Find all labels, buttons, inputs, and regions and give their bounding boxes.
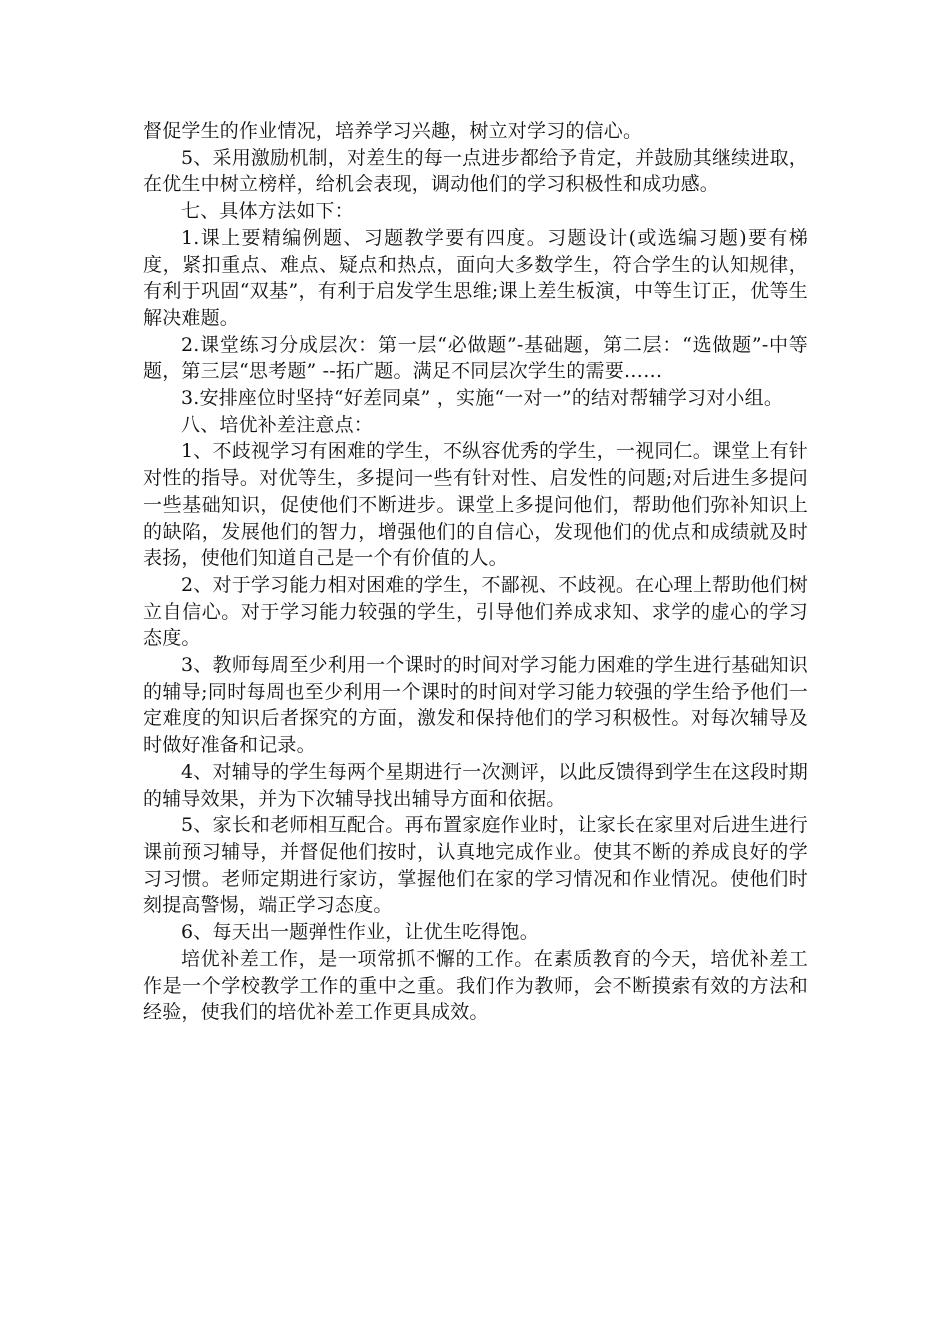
paragraph-note-1: 1、不歧视学习有困难的学生，不纵容优秀的学生，一视同仁。课堂上有针对性的指导。对优等生，多提问一些有针对性、启发性的问题;对后进生多提问一些基础知识，促使他们不断进步。课堂上多提问他们，帮助他们弥补知识上的缺陷，发展他们的智力，增强他们的自信心，发现他们的优点和成绩就及时表扬，使他们知道自己是一个有价值的人。 [143,440,808,570]
paragraph-note-6: 6、每天出一题弹性作业，让优生吃得饱。 [181,921,539,944]
paragraph-note-2: 2、对于学习能力相对困难的学生，不鄙视、不歧视。在心理上帮助他们树立自信心。对于学习能力较强的学生，引导他们养成求知、求学的虚心的学习态度。 [143,573,808,650]
document-page [143,118,808,1026]
paragraph-note-4: 4、对辅导的学生每两个星期进行一次测评，以此反馈得到学生在这段时期的辅导效果，并为下次辅导找出辅导方面和依据。 [143,760,808,810]
paragraph-note-5: 5、家长和老师相互配合。再布置家庭作业时，让家长在家里对后进生进行课前预习辅导，并督促他们按时，认真地完成作业。使其不断的养成良好的学习习惯。老师定期进行家访，掌握他们在家的学习情况和作业情况。使他们时刻提高警惕，端正学习态度。 [143,814,808,917]
paragraph-method-2: 2.课堂练习分成层次：第一层“必做题”-基础题，第二层：“选做题”-中等题，第三层“思考题” --拓广题。满足不同层次学生的需要…… [143,333,808,383]
paragraph-continuation: 督促学生的作业情况，培养学习兴趣，树立对学习的信心。 [143,120,643,142]
paragraph-item-5-incentive: 5、采用激励机制，对差生的每一点进步都给予肯定，并鼓励其继续进取，在优生中树立榜样，给机会表现，调动他们的学习积极性和成功感。 [143,146,808,196]
paragraph-conclusion: 培优补差工作，是一项常抓不懈的工作。在素质教育的今天，培优补差工作是一个学校教学工作的重中之重。我们作为教师，会不断摸索有效的方法和经验，使我们的培优补差工作更具成效。 [143,947,808,1024]
paragraph-method-1: 1.课上要精编例题、习题教学要有四度。习题设计(或选编习题)要有梯度，紧扣重点、难点、疑点和热点，面向大多数学生，符合学生的认知规律，有利于巩固“双基”，有利于启发学生思维;课上差生板演，中等生订正，优等生解决难题。 [143,226,808,329]
paragraph-note-3: 3、教师每周至少利用一个课时的时间对学习能力困难的学生进行基础知识的辅导;同时每周也至少利用一个课时的时间对学习能力较强的学生给予他们一定难度的知识后者探究的方面，激发和保持他们的学习积极性。对每次辅导及时做好准备和记录。 [143,654,808,757]
section-heading-7: 七、具体方法如下： [181,200,354,223]
section-heading-8: 八、培优补差注意点： [181,413,374,436]
paragraph-method-3: 3.安排座位时坚持“好差同桌” ，实施“一对一”的结对帮辅学习对小组。 [181,387,784,410]
